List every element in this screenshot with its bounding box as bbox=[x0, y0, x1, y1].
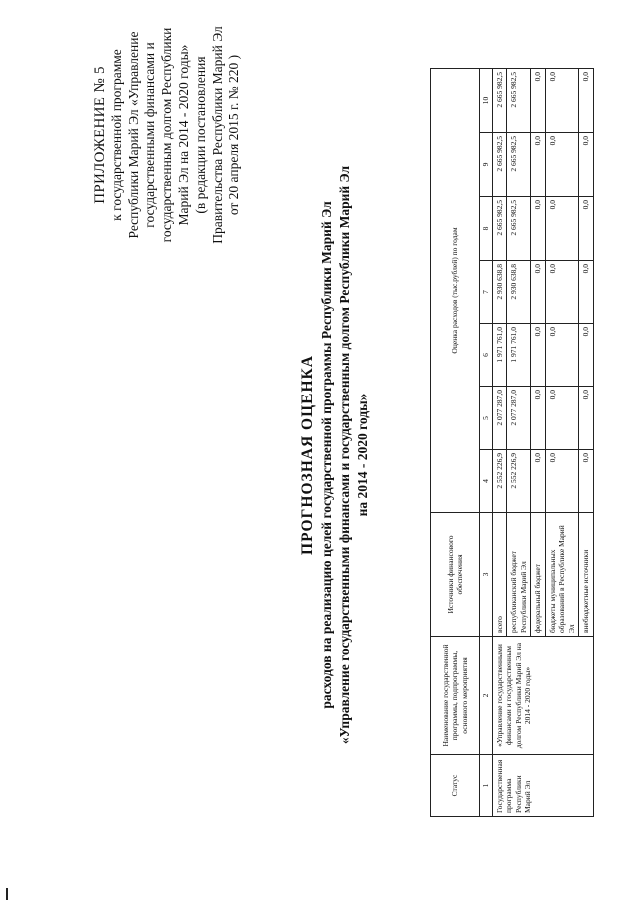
value-cell: 1 971 761,0 bbox=[492, 324, 507, 387]
document-subtitle-line: на 2014 - 2020 годы» bbox=[355, 393, 370, 517]
document-title: ПРОГНОЗНАЯ ОЦЕНКА bbox=[299, 355, 316, 555]
source-cell: бюджеты муниципальных образований в Республике Марий Эл bbox=[545, 513, 579, 637]
header-status: Статус bbox=[431, 755, 480, 817]
value-cell: 0,0 bbox=[545, 197, 579, 261]
document-subtitle-line: «Управление государственными финансами и государственным долгом Республики Марий Эл bbox=[337, 165, 352, 745]
value-cell: 0,0 bbox=[545, 261, 579, 324]
program-name-cell: «Управление государственными финансами и государственным долгом Республики Марий Эл на 2014 - 2020 годы» bbox=[492, 637, 593, 755]
table-row bbox=[492, 68, 507, 816]
value-cell: 0,0 bbox=[545, 450, 579, 513]
value-cell: 2 077 287,0 bbox=[492, 387, 507, 450]
value-cell: 0,0 bbox=[531, 133, 546, 197]
value-cell: 2 552 226,9 bbox=[492, 450, 507, 513]
value-cell: 0,0 bbox=[531, 450, 546, 513]
value-cell: 0,0 bbox=[579, 324, 594, 387]
value-cell: 1 971 761,0 bbox=[507, 324, 531, 387]
value-cell: 0,0 bbox=[579, 387, 594, 450]
value-cell: 0,0 bbox=[579, 68, 594, 132]
value-cell: 2 665 982,5 bbox=[507, 133, 531, 197]
source-cell: всего bbox=[492, 513, 507, 637]
column-number: 1 bbox=[480, 755, 493, 817]
value-cell: 0,0 bbox=[579, 261, 594, 324]
column-number: 2 bbox=[480, 637, 493, 755]
value-cell: 2 930 638,8 bbox=[492, 261, 507, 324]
value-cell: 2 665 982,5 bbox=[492, 197, 507, 261]
value-cell: 2 665 982,5 bbox=[507, 68, 531, 132]
value-cell: 2 552 226,9 bbox=[507, 450, 531, 513]
value-cell: 2 930 638,8 bbox=[507, 261, 531, 324]
appendix-line: Правительства Республики Марий Эл bbox=[209, 26, 225, 244]
header-source: Источники финансового обеспечения bbox=[431, 513, 480, 637]
column-number: 3 bbox=[480, 513, 493, 637]
source-cell: республиканский бюджет Республики Марий Эл bbox=[507, 513, 531, 637]
appendix-line: государственным долгом Республики bbox=[159, 27, 175, 243]
column-number: 10 bbox=[480, 68, 493, 132]
value-cell: 0,0 bbox=[545, 387, 579, 450]
value-cell: 0,0 bbox=[531, 68, 546, 132]
value-cell: 2 665 982,5 bbox=[507, 197, 531, 261]
column-number-row bbox=[480, 68, 493, 816]
appendix-line: к государственной программе bbox=[108, 49, 124, 221]
column-number: 4 bbox=[480, 450, 493, 513]
appendix-line: от 20 апреля 2015 г. № 220 ) bbox=[226, 54, 242, 216]
estimate-table bbox=[430, 68, 594, 817]
margin-mark bbox=[6, 888, 8, 900]
value-cell: 0,0 bbox=[579, 133, 594, 197]
column-number: 6 bbox=[480, 324, 493, 387]
value-cell: 0,0 bbox=[531, 197, 546, 261]
appendix-line: ПРИЛОЖЕНИЕ № 5 bbox=[92, 66, 108, 204]
value-cell: 0,0 bbox=[545, 68, 579, 132]
document-heading bbox=[298, 65, 372, 845]
header-row bbox=[431, 68, 480, 816]
value-cell: 0,0 bbox=[531, 387, 546, 450]
source-cell: внебюджетные источники bbox=[579, 513, 594, 637]
appendix-line: Республики Марий Эл «Управление bbox=[125, 31, 141, 239]
value-cell: 2 665 982,5 bbox=[492, 133, 507, 197]
value-cell: 2 077 287,0 bbox=[507, 387, 531, 450]
value-cell: 0,0 bbox=[531, 324, 546, 387]
value-cell: 0,0 bbox=[545, 133, 579, 197]
document-subtitle-line: расходов на реализацию целей государственной программы Республики Марий Эл bbox=[319, 201, 334, 709]
appendix-line: (в редакции постановления bbox=[192, 56, 208, 214]
value-cell: 2 665 982,5 bbox=[492, 68, 507, 132]
appendix-line: Марий Эл на 2014 - 2020 годы» bbox=[175, 44, 191, 226]
header-name: Наименование государственной программы, подпрограммы, основного мероприятия bbox=[431, 637, 480, 755]
column-number: 7 bbox=[480, 261, 493, 324]
column-number: 5 bbox=[480, 387, 493, 450]
column-number: 9 bbox=[480, 133, 493, 197]
source-cell: федеральный бюджет bbox=[531, 513, 546, 637]
appendix-line: государственными финансами и bbox=[142, 42, 158, 228]
status-cell: Государственная программа Республики Марий Эл bbox=[492, 755, 593, 817]
value-cell: 0,0 bbox=[545, 324, 579, 387]
column-number: 8 bbox=[480, 197, 493, 261]
appendix-block bbox=[92, 25, 243, 245]
value-cell: 0,0 bbox=[579, 450, 594, 513]
value-cell: 0,0 bbox=[531, 261, 546, 324]
header-estimate: Оценка расходов (тыс.рублей) по годам bbox=[431, 68, 480, 512]
value-cell: 0,0 bbox=[579, 197, 594, 261]
